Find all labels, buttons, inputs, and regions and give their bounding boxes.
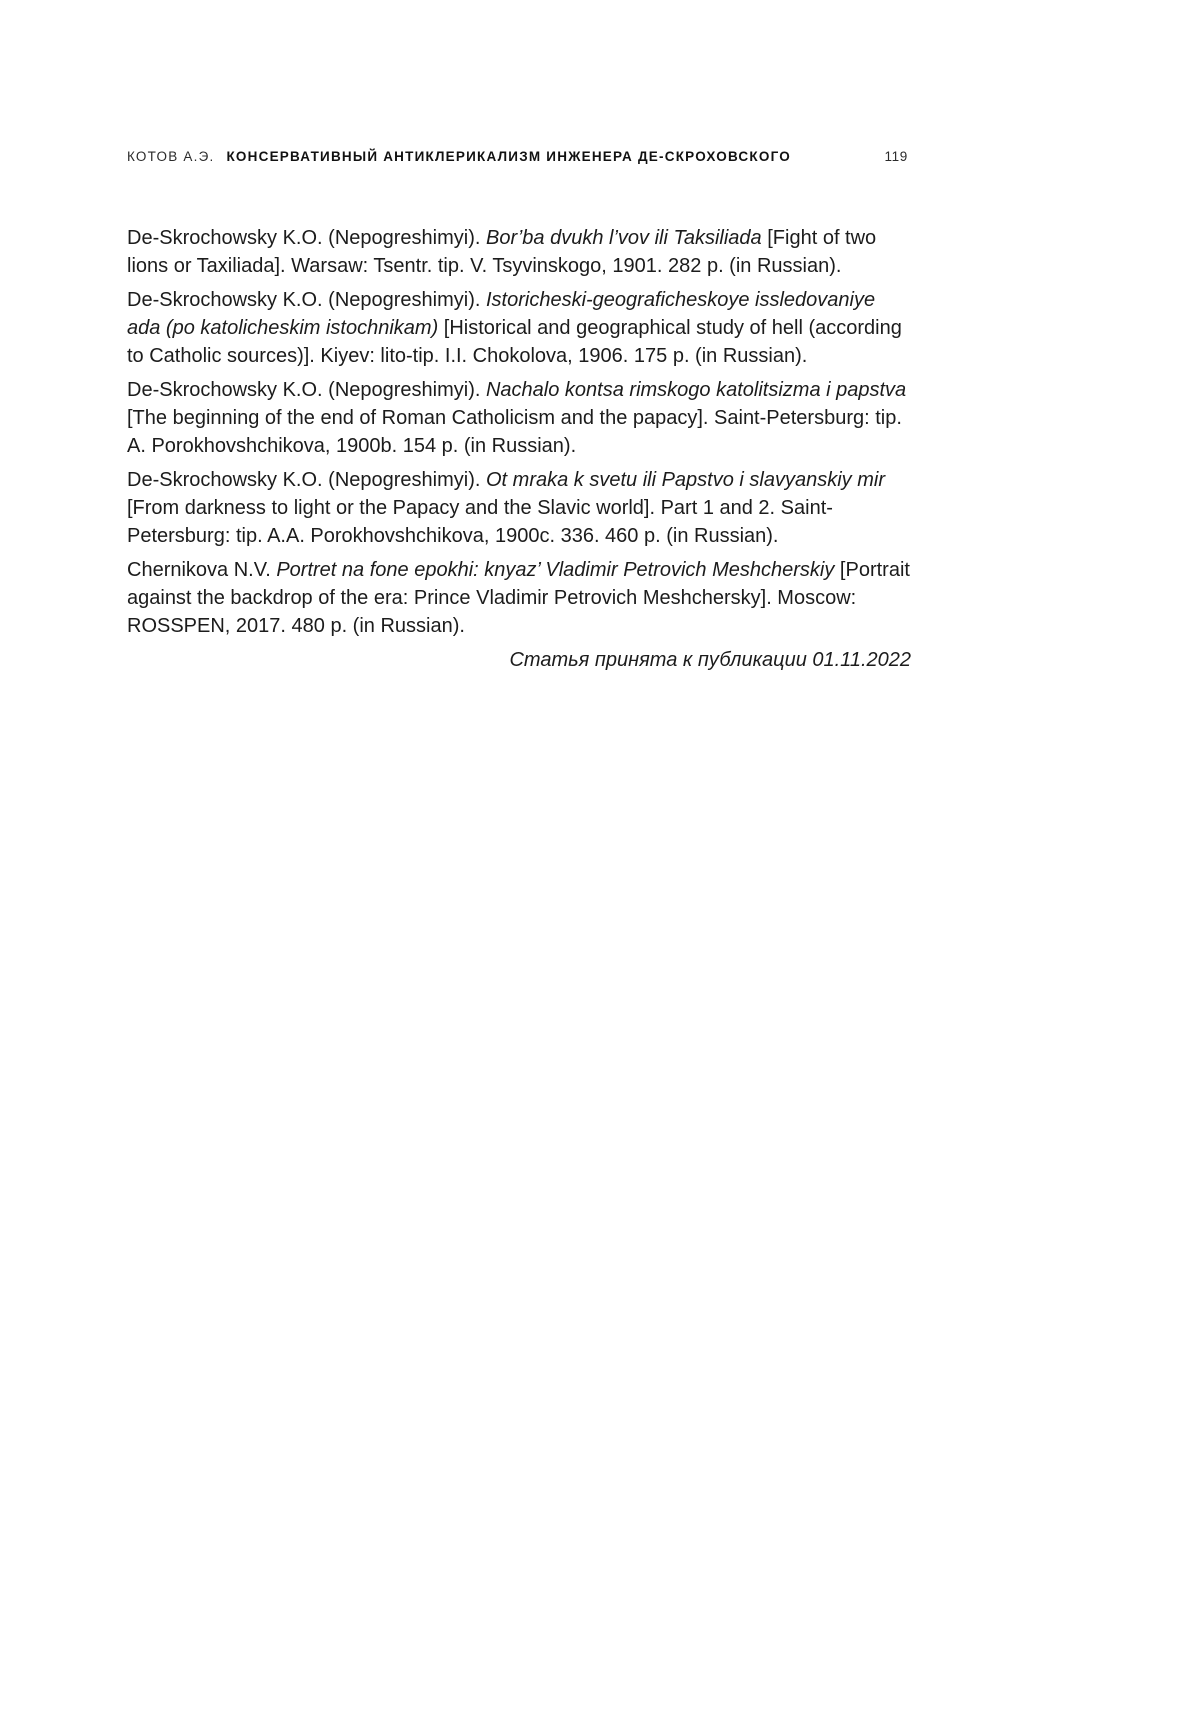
- reference-title: Istoricheski-geograficheskoye issledovaniye ada (po katolicheskim istochnikam): [127, 289, 876, 339]
- reference-details: [From darkness to light or the Papacy and the Slavic world]. Part 1 and 2. Saint-Petersburg: tip. A.A. Porokhovshchikova, 1900c. 336. 460 p. (in Russian).: [127, 497, 833, 547]
- reference-entry: [127, 286, 911, 370]
- reference-entry: [127, 224, 911, 280]
- reference-title: Ot mraka k svetu ili Papstvo i slavyanskiy mir: [485, 469, 885, 491]
- reference-title: Portret na fone epokhi: knyaz’ Vladimir Petrovich Meshcherskiy: [276, 559, 835, 581]
- reference-title: Bor’ba dvukh l’vov ili Taksiliada: [485, 227, 762, 249]
- reference-title: Nachalo kontsa rimskogo katolitsizma i papstva: [485, 379, 907, 401]
- reference-details: [Portrait against the backdrop of the era: Prince Vladimir Petrovich Meshchersky]. Moscow: ROSSPEN, 2017. 480 p. (in Russian).: [127, 559, 910, 637]
- reference-entry: [127, 556, 911, 640]
- reference-entry: [127, 376, 911, 460]
- reference-author: De-Skrochowsky K.O. (Nepogreshimyi).: [127, 469, 486, 491]
- reference-author: De-Skrochowsky K.O. (Nepogreshimyi).: [127, 227, 486, 249]
- reference-entry: [127, 466, 911, 550]
- reference-author: De-Skrochowsky K.O. (Nepogreshimyi).: [127, 379, 486, 401]
- page-number: 119: [884, 149, 908, 164]
- running-head-title: КОНСЕРВАТИВНЫЙ АНТИКЛЕРИКАЛИЗМ ИНЖЕНЕРА ДЕ-СКРОХОВСКОГО: [226, 149, 791, 164]
- reference-details: [Fight of two lions or Taxiliada]. Warsaw: Tsentr. tip. V. Tsyvinskogo, 1901. 282 p. (in Russian).: [127, 227, 877, 277]
- reference-details: [Historical and geographical study of hell (according to Catholic sources)]. Kiyev: lito-tip. I.I. Chokolova, 1906. 175 p. (in Russian).: [127, 317, 902, 367]
- references-section: [127, 224, 911, 674]
- reference-author: Chernikova N.V.: [127, 559, 277, 581]
- running-head-author: КОТОВ А.Э.: [127, 149, 215, 164]
- acceptance-note: Статья принята к публикации 01.11.2022: [509, 649, 911, 671]
- running-head: [127, 149, 908, 164]
- reference-author: De-Skrochowsky K.O. (Nepogreshimyi).: [127, 289, 486, 311]
- reference-details: [The beginning of the end of Roman Catholicism and the papacy]. Saint-Petersburg: tip. A. Porokhovshchikova, 1900b. 154 p. (in Russian).: [127, 407, 902, 457]
